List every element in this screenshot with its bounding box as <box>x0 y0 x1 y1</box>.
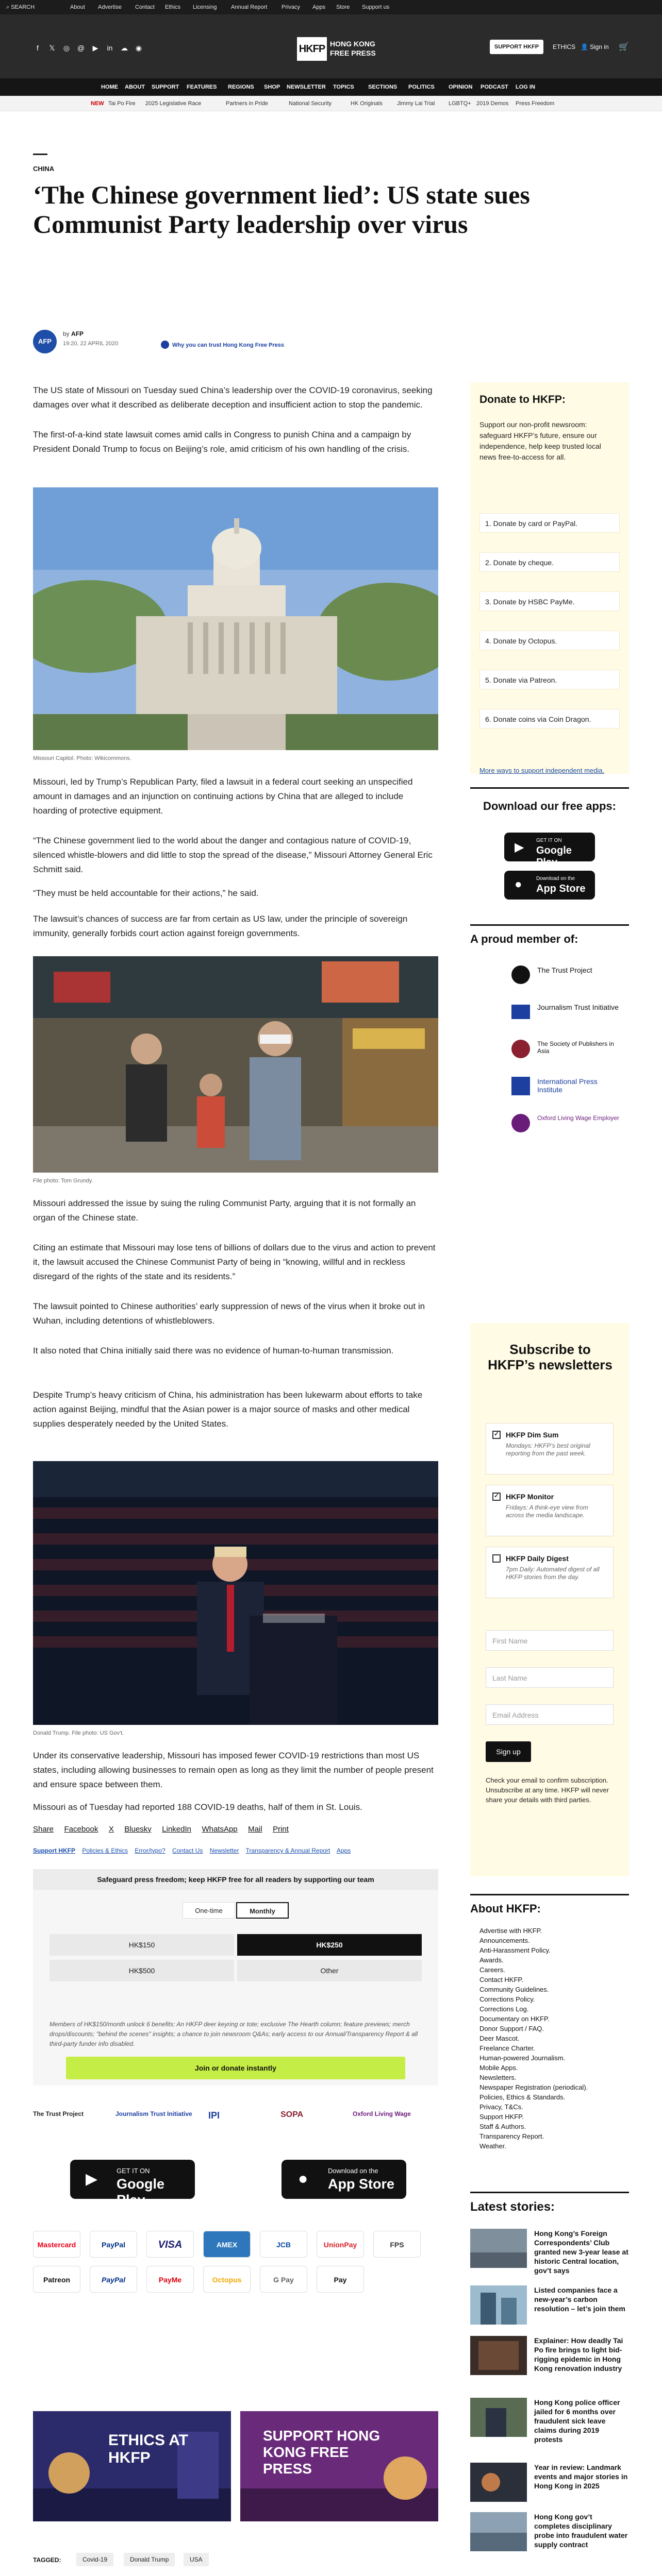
toggle-monthly[interactable]: Monthly <box>236 1902 289 1919</box>
story-thumbnail <box>470 2229 527 2268</box>
threads-icon[interactable]: @ <box>77 44 85 52</box>
street-masks-photo <box>33 956 438 1173</box>
about-list <box>479 1926 629 2151</box>
article-paragraph: It also noted that China initially said there was no evidence of human-to-human transmission. <box>33 1346 394 1355</box>
payment-jcb: JCB <box>260 2231 307 2258</box>
nav-shop[interactable]: SHOP <box>264 84 280 90</box>
about-item[interactable]: Freelance Charter. <box>479 2044 535 2052</box>
app-store-badge[interactable] <box>282 2160 406 2199</box>
more-ways-link[interactable]: More ways to support independent media. <box>479 767 605 774</box>
story-title: Listed companies face a new-year’s carbon resolution – let’s join them <box>534 2286 625 2313</box>
topbar-link-ethics[interactable]: Ethics <box>165 4 180 10</box>
google-play-small: GET IT ON <box>117 2167 150 2175</box>
donate-option[interactable]: 4. Donate by Octopus. <box>479 631 620 650</box>
latest-story[interactable] <box>470 2463 629 2514</box>
payment-unionpay: UnionPay <box>317 2231 364 2258</box>
byline-author[interactable]: AFP <box>71 330 84 337</box>
share-linkedin[interactable]: LinkedIn <box>162 1825 191 1834</box>
footer-links <box>33 1847 356 1854</box>
google-play-icon: ▶ <box>86 2171 98 2188</box>
article-paragraph: The first-of-a-kind state lawsuit comes amid calls in Congress to punish China and a campaign by President Donald Trump to focus on Beijing’s role, amid criticism of his own handling of the crisis. <box>33 430 411 454</box>
newsletter-option[interactable] <box>486 1423 614 1475</box>
ethics-promo-text: ETHICS AT HKFP <box>108 2432 188 2466</box>
topbar-link-store[interactable]: Store <box>336 4 350 10</box>
about-item[interactable]: Support HKFP. <box>479 2113 524 2121</box>
tag-item[interactable]: Donald Trump <box>124 2553 175 2566</box>
topbar-link-annual-report[interactable]: Annual Report <box>231 4 268 10</box>
member-name: The Society of Publishers in Asia <box>537 1040 614 1055</box>
payment-visa: VISA <box>146 2231 194 2258</box>
article-paragraph: “The Chinese government lied to the world about the danger and contagious nature of COVID-19, silenced whistle-blowers and did little to stop the spread of the disease,” Missouri Attorney General Eric Schmitt said. <box>33 836 433 874</box>
trending-item[interactable]: 2019 Demos <box>476 100 509 107</box>
youtube-icon[interactable]: ▶ <box>92 44 98 52</box>
trending-item[interactable]: Tai Po Fire <box>108 100 136 107</box>
member-name: International Press Institute <box>537 1077 598 1094</box>
trust-link[interactable]: Why you can trust Hong Kong Free Press <box>172 342 284 348</box>
article-paragraph: Missouri addressed the issue by suing the ruling Communist Party, arguing that it is not formally an organ of the Chinese state. <box>33 1198 416 1223</box>
category-rule <box>33 154 47 155</box>
trending-item[interactable]: 2025 Legislative Race <box>145 100 202 107</box>
share-mail[interactable]: Mail <box>248 1825 262 1834</box>
about-item[interactable]: Mobile Apps. <box>479 2064 518 2072</box>
logo-text: HONG KONG FREE PRESS <box>330 40 376 57</box>
topbar-link-apps[interactable]: Apps <box>312 4 326 10</box>
amount-option[interactable]: HK$150 <box>49 1934 234 1956</box>
about-item[interactable]: Newspaper Registration (periodical). <box>479 2083 588 2091</box>
article-paragraph: Missouri, led by Trump’s Republican Party, filed a lawsuit in a federal court seeking an unspecified amount in damages and an injunction on continuing actions by China that are alleged to include hoarding of protective equipment. <box>33 777 413 816</box>
trending-item[interactable]: Press Freedom <box>516 100 555 107</box>
site-header <box>0 14 662 78</box>
tag-item[interactable]: USA <box>184 2553 209 2566</box>
sidebar-rule <box>470 924 629 926</box>
top-utility-bar <box>0 0 662 14</box>
footer-link[interactable]: Support HKFP <box>33 1847 75 1854</box>
cart-icon[interactable]: 🛒 <box>619 43 629 52</box>
logo-jti: Journalism Trust Initiative <box>115 2110 192 2117</box>
instagram-icon[interactable]: ◎ <box>63 44 70 52</box>
about-item[interactable]: Documentary on HKFP. <box>479 2015 550 2023</box>
about-item[interactable]: Community Guidelines. <box>479 1986 549 1993</box>
ethics-link[interactable]: ETHICS <box>553 43 576 50</box>
share-whatsapp[interactable]: WhatsApp <box>202 1825 238 1834</box>
footer-link[interactable]: Apps <box>336 1847 351 1854</box>
topbar-link-contact[interactable]: Contact <box>135 4 155 10</box>
tag-item[interactable]: Covid-19 <box>76 2553 113 2566</box>
share-print[interactable]: Print <box>273 1825 289 1834</box>
membership-benefits-note: Members of HK$150/month unlock 6 benefits: An HKFP deer keyring or tote; exclusive The Hearth column; feature previews; merch drops/discounts; "behind the scenes" insights; a chance to join newsroom Q&As; early access to our Annual/Transparency Report & all third-party funder info disabled. <box>49 2021 418 2047</box>
sopa-icon <box>510 1039 531 1059</box>
search-link[interactable]: ⌕ SEARCH <box>6 4 35 10</box>
about-item[interactable]: Anti-Harassment Policy. <box>479 1946 551 1954</box>
topbar-link-support[interactable]: Support us <box>362 4 390 10</box>
member-logos-row <box>33 2098 438 2144</box>
jti-icon <box>510 1002 531 1022</box>
nav-newsletter[interactable]: NEWSLETTER <box>287 84 326 90</box>
newsletter-option[interactable] <box>486 1485 614 1536</box>
trending-label: NEW <box>91 100 104 107</box>
article-paragraph: The lawsuit pointed to Chinese authorities’ early suppression of news of the virus when it broke out in Wuhan, including detentions of whistleblowers. <box>33 1301 425 1326</box>
latest-story[interactable] <box>470 2336 629 2387</box>
about-heading: About HKFP: <box>470 1902 541 1915</box>
nav-topics[interactable]: TOPICS <box>333 84 354 90</box>
first-name-input[interactable]: First Name <box>486 1630 614 1651</box>
payment-mastercard: Mastercard <box>33 2231 80 2258</box>
article-paragraph: Missouri as of Tuesday had reported 188 COVID-19 deaths, half of them in St. Louis. <box>33 1802 362 1812</box>
member-name: Oxford Living Wage Employer <box>537 1114 619 1122</box>
donate-option[interactable]: 3. Donate by HSBC PayMe. <box>479 591 620 611</box>
nav-home[interactable]: HOME <box>101 84 118 90</box>
donate-panel <box>33 1869 438 2086</box>
footer-link[interactable]: Error/typo? <box>135 1847 166 1854</box>
member-trust-project[interactable] <box>510 964 624 990</box>
photo-caption: Missouri Capitol. Photo: Wikicommons. <box>33 755 131 761</box>
amount-option-other[interactable]: Other <box>237 1960 422 1981</box>
topbar-link-privacy[interactable]: Privacy <box>282 4 301 10</box>
donate-option[interactable]: 2. Donate by cheque. <box>479 552 620 572</box>
donate-option[interactable]: 1. Donate by card or PayPal. <box>479 513 620 533</box>
logo-sopa: SOPA <box>280 2110 304 2119</box>
article-paragraph: “They must be held accountable for their actions,” he said. <box>33 888 259 898</box>
about-item[interactable]: Deer Mascot. <box>479 2035 520 2042</box>
about-item[interactable]: Corrections Log. <box>479 2005 529 2013</box>
trending-item[interactable]: LGBTQ+ <box>449 100 471 107</box>
trending-item[interactable]: National Security <box>289 100 332 107</box>
article-paragraph: The US state of Missouri on Tuesday sued China’s leadership over the COVID-19 coronavirus, seeking damages over what it described as deliberate deception and insufficient action to stop the pandemic. <box>33 385 433 410</box>
signup-button[interactable]: Sign up <box>486 1741 531 1762</box>
footer-link[interactable]: Contact Us <box>172 1847 203 1854</box>
about-item[interactable]: Human-powered Journalism. <box>479 2054 566 2062</box>
app-store-big: App Store <box>328 2176 395 2192</box>
logo-mark: HKFP <box>297 37 327 61</box>
story-title: Hong Kong police officer jailed for 6 months over fraudulent sick leave claims during 2019 protests <box>534 2398 620 2444</box>
photo-caption: File photo: Tom Grundy. <box>33 1178 93 1184</box>
payment-patreon: Patreon <box>33 2266 80 2293</box>
apple-icon: ● <box>298 2169 308 2188</box>
site-logo[interactable] <box>297 37 376 61</box>
topbar-link-licensing[interactable]: Licensing <box>193 4 217 10</box>
app-store-small: Download on the <box>328 2167 378 2175</box>
payment-octopus: Octopus <box>203 2266 251 2293</box>
photo-caption: Donald Trump. File photo: US Gov't. <box>33 1730 124 1736</box>
rss-icon[interactable]: ◉ <box>135 44 142 52</box>
story-thumbnail <box>470 2398 527 2437</box>
article-paragraph: Despite Trump’s heavy criticism of China, his administration has been lukewarm about efforts to take action against Beijing, mindful that the Asian power is a major source of masks and other medical supplies desperately needed by the United States. <box>33 1390 423 1429</box>
trust-icon <box>161 341 169 349</box>
apps-heading: Download our free apps: <box>483 800 616 812</box>
payment-paypal-2: PayPal <box>90 2266 137 2293</box>
sidebar-donate-box <box>470 382 629 774</box>
signin-link[interactable]: Sign in <box>590 43 609 50</box>
member-name: The Trust Project <box>537 966 592 974</box>
living-wage-icon <box>510 1113 531 1133</box>
topbar-link-about[interactable]: About <box>70 4 85 10</box>
byline-by: by <box>63 330 70 337</box>
article-paragraph: Under its conservative leadership, Missouri has imposed fewer COVID-19 restrictions than most US states, including allowing businesses to remain open as long as they limit the number of people present and ensure space between them. <box>33 1751 434 1789</box>
toggle-one-time[interactable]: One-time <box>183 1902 235 1919</box>
newsletter-name: HKFP Monitor <box>506 1493 554 1501</box>
payment-payme: PayMe <box>146 2266 194 2293</box>
nav-support[interactable]: SUPPORT <box>152 84 179 90</box>
logo-trust-project: The Trust Project <box>33 2110 84 2117</box>
topbar-link-advertise[interactable]: Advertise <box>98 4 122 10</box>
share-facebook[interactable]: Facebook <box>64 1825 98 1834</box>
footer-link[interactable]: Newsletter <box>209 1847 239 1854</box>
newsletter-name: HKFP Daily Digest <box>506 1554 569 1563</box>
nav-podcast[interactable]: PODCAST <box>481 84 508 90</box>
newsletter-desc: Mondays: HKFP’s best original reporting from the past week. <box>506 1442 590 1457</box>
share-button[interactable]: Share <box>33 1825 54 1834</box>
sidebar-apple-small: Download on the <box>536 876 575 882</box>
share-x[interactable]: X <box>108 1825 114 1834</box>
sidebar-app-store[interactable] <box>504 871 595 900</box>
about-item[interactable]: Awards. <box>479 1956 504 1964</box>
article-paragraph: The lawsuit’s chances of success are far from certain as US law, under the principle of sovereign immunity, generally forbids court action against foreign governments. <box>33 914 408 938</box>
user-icon[interactable]: 👤 <box>581 43 588 50</box>
about-item[interactable]: Announcements. <box>479 1937 530 1944</box>
google-play-big: Google Play <box>117 2176 164 2208</box>
about-item[interactable]: Contact HKFP. <box>479 1976 524 1984</box>
linkedin-icon[interactable]: in <box>107 44 113 52</box>
payment-paypal: PayPal <box>90 2231 137 2258</box>
story-title: Explainer: How deadly Tai Po fire brings to light bid-rigging epidemic in Hong Kong renovation industry <box>534 2336 623 2372</box>
latest-story[interactable] <box>470 2512 629 2564</box>
share-bluesky[interactable]: Bluesky <box>124 1825 152 1834</box>
tags-label: TAGGED: <box>33 2556 61 2564</box>
trending-item[interactable]: Jimmy Lai Trial <box>397 100 435 107</box>
trending-item[interactable]: Partners in Pride <box>226 100 268 107</box>
footer-link[interactable]: Transparency & Annual Report <box>245 1847 330 1854</box>
sidebar-rule <box>470 1894 629 1895</box>
sidebar-donate-heading: Donate to HKFP: <box>479 394 566 405</box>
story-title: Hong Kong gov’t completes disciplinary probe into fraudulent water supply contract <box>534 2513 628 2549</box>
newsletter-option[interactable] <box>486 1547 614 1598</box>
support-promo-text: SUPPORT HONG KONG FREE PRESS <box>263 2428 380 2477</box>
byline <box>63 330 84 337</box>
member-name: Journalism Trust Initiative <box>537 1003 619 1011</box>
last-name-input[interactable]: Last Name <box>486 1667 614 1688</box>
nav-regions[interactable]: REGIONS <box>228 84 254 90</box>
checkbox-unchecked[interactable] <box>492 1554 501 1563</box>
latest-story[interactable] <box>470 2229 629 2280</box>
about-item[interactable]: Policies, Ethics & Standards. <box>479 2093 566 2101</box>
story-title: Hong Kong’s Foreign Correspondents’ Club granted new 3-year lease at historic Central location, gov’t says <box>534 2229 628 2275</box>
member-jti[interactable] <box>510 1002 624 1027</box>
about-item[interactable]: Weather. <box>479 2142 506 2150</box>
payment-fps: FPS <box>373 2231 421 2258</box>
latest-heading: Latest stories: <box>470 2200 555 2214</box>
ipi-icon <box>510 1076 531 1096</box>
about-item[interactable]: Privacy, T&Cs. <box>479 2103 523 2111</box>
nav-opinion[interactable]: OPINION <box>449 84 473 90</box>
apple-icon: ● <box>515 877 522 891</box>
trust-project-icon <box>510 964 531 985</box>
about-item[interactable]: Staff & Authors. <box>479 2123 526 2130</box>
author-avatar[interactable]: AFP <box>33 330 57 353</box>
email-input[interactable]: Email Address <box>486 1704 614 1725</box>
newsletter-desc: Fridays: A think-eye view from across the media landscape. <box>506 1504 588 1519</box>
google-play-badge[interactable] <box>70 2160 195 2208</box>
member-sopa[interactable] <box>510 1039 624 1064</box>
article-date: 19:20, 22 APRIL 2020 <box>63 341 119 347</box>
footer-link[interactable]: Policies & Ethics <box>82 1847 128 1854</box>
member-ipi[interactable] <box>510 1076 624 1101</box>
trending-bar <box>0 96 662 111</box>
amount-option-selected[interactable]: HK$250 <box>237 1934 422 1956</box>
about-item[interactable]: Transparency Report. <box>479 2132 544 2140</box>
member-living-wage[interactable] <box>510 1113 624 1139</box>
missouri-capitol-photo <box>33 487 438 750</box>
about-item[interactable]: Corrections Policy. <box>479 1995 535 2003</box>
member-heading: A proud member of: <box>470 933 578 945</box>
sidebar-donate-text: Support our non-profit newsroom: safeguard HKFP’s future, ensure our independence, help keep trusted local news free-to-access for all. <box>479 420 601 461</box>
story-thumbnail <box>470 2463 527 2502</box>
nav-login[interactable]: LOG IN <box>516 84 535 90</box>
newsletter-name: HKFP Dim Sum <box>506 1431 559 1439</box>
article-category[interactable]: CHINA <box>33 165 55 173</box>
donate-option[interactable]: 6. Donate coins via Coin Dragon. <box>479 709 620 728</box>
sidebar-google-play[interactable] <box>504 833 595 868</box>
amount-option[interactable]: HK$500 <box>49 1960 234 1981</box>
payment-amex: AMEX <box>203 2231 251 2258</box>
donate-panel-header: Safeguard press freedom; keep HKFP free for all readers by supporting our team <box>33 1869 438 1890</box>
sidebar-rule <box>470 787 629 789</box>
about-item[interactable]: Careers. <box>479 1966 505 1974</box>
about-item[interactable]: Newsletters. <box>479 2074 517 2081</box>
sidebar-rule <box>470 2192 629 2193</box>
about-item[interactable]: Donor Support / FAQ. <box>479 2025 544 2032</box>
story-thumbnail <box>470 2512 527 2551</box>
bluesky-icon[interactable]: ☁ <box>121 44 128 52</box>
donald-trump-photo <box>33 1461 438 1725</box>
latest-story[interactable] <box>470 2285 629 2337</box>
main-nav <box>0 78 662 96</box>
checkbox-checked[interactable] <box>492 1431 501 1439</box>
newsletter-note: Check your email to confirm subscription. Unsubscribe at any time. HKFP will never share your details with third parties. <box>486 1776 609 1804</box>
logo-living-wage: Oxford Living Wage <box>353 2110 411 2117</box>
nav-features[interactable]: FEATURES <box>187 84 217 90</box>
trending-item[interactable]: HK Originals <box>351 100 383 107</box>
nav-politics[interactable]: POLITICS <box>408 84 435 90</box>
google-play-icon: ▶ <box>515 840 524 854</box>
x-icon[interactable]: 𝕏 <box>49 44 55 52</box>
logo-ipi: IPI <box>208 2110 220 2121</box>
checkbox-checked[interactable] <box>492 1493 501 1501</box>
nav-about[interactable]: ABOUT <box>125 84 145 90</box>
donate-option[interactable]: 5. Donate via Patreon. <box>479 670 620 689</box>
story-thumbnail <box>470 2285 527 2325</box>
article-paragraph: Citing an estimate that Missouri may lose tens of billions of dollars due to the virus and action to prevent it, the lawsuit accused the Chinese Communist Party of being in “knowing, willful and in reckless disregard of the rights of the state and its residents.” <box>33 1243 436 1281</box>
article-title: ‘The Chinese government lied’: US state sues Communist Party leadership over virus <box>33 180 530 239</box>
search-label: SEARCH <box>11 4 35 10</box>
payment-applepay: Pay <box>317 2266 364 2293</box>
join-donate-button[interactable]: Join or donate instantly <box>66 2057 405 2079</box>
nav-sections[interactable]: SECTIONS <box>368 84 398 90</box>
latest-story[interactable] <box>470 2398 629 2449</box>
sidebar-google-small: GET IT ON <box>536 838 562 843</box>
about-item[interactable]: Advertise with HKFP. <box>479 1927 542 1935</box>
story-thumbnail <box>470 2336 527 2375</box>
story-title: Year in review: Landmark events and major stories in Hong Kong in 2025 <box>534 2463 628 2490</box>
payment-gpay: G Pay <box>260 2266 307 2293</box>
facebook-icon[interactable]: f <box>37 44 39 52</box>
sidebar-google-big: Google Play <box>536 845 572 868</box>
newsletter-heading: Subscribe to HKFP’s newsletters <box>488 1342 613 1372</box>
sidebar-apple-big: App Store <box>536 883 586 894</box>
support-hkfp-button[interactable]: SUPPORT HKFP <box>490 40 543 54</box>
share-links <box>33 1825 297 1834</box>
newsletter-desc: 7pm Daily: Automated digest of all HKFP stories from the day. <box>506 1566 600 1581</box>
